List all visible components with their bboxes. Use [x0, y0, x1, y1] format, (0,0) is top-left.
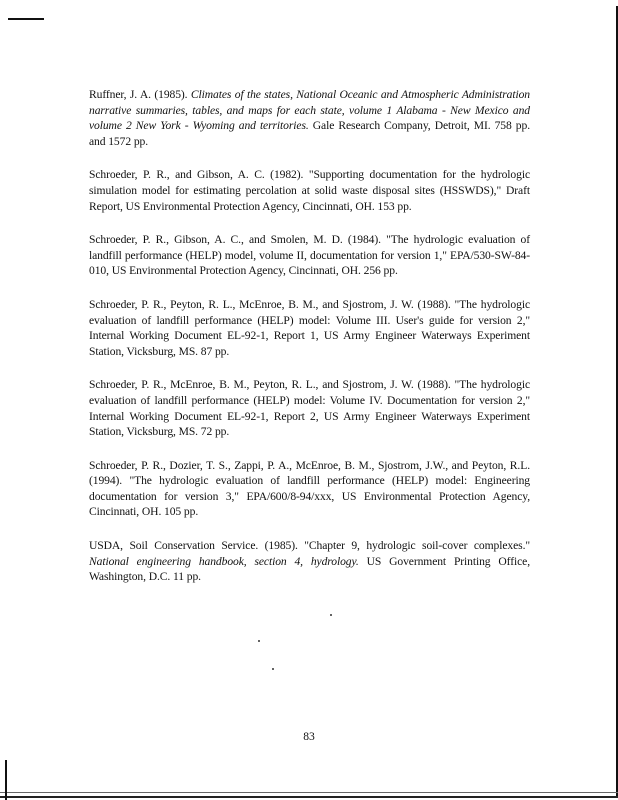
- reference-text: Schroeder, P. R., and Gibson, A. C. (1982). "Supporting documentation for the hydrologic simulation model for estimating percolation at solid waste disposal sites (HSSWDS)," Draft Report, US Environmental Protection Agency, Cincinnati, OH. 153 pp.: [89, 168, 530, 213]
- reference-entry-schroeder-1988-vol3: [89, 297, 530, 359]
- reference-entry-schroeder-1982: [89, 167, 530, 214]
- reference-text: Schroeder, P. R., Dozier, T. S., Zappi, P. A., McEnroe, B. M., Sjostrom, J.W., and Peyton, R.L. (1994). "The hydrologic evaluation of landfill performance (HELP) model: Engineering documentation for version 3," EPA/600/8-94/xxx, US Environmental Protection Agency, Cincinnati, OH. 105 pp.: [89, 458, 530, 519]
- reference-entry-schroeder-1988-vol4: [89, 377, 530, 439]
- reference-title: National engineering handbook, section 4, hydrology.: [89, 554, 359, 568]
- reference-text: USDA, Soil Conservation Service. (1985). "Chapter 9, hydrologic soil-cover complexes.": [89, 539, 530, 553]
- reference-text: Schroeder, P. R., Gibson, A. C., and Smolen, M. D. (1984). "The hydrologic evaluation of landfill performance (HELP) model, volume II, documentation for version 1," EPA/530-SW-84-010, US Environmental Protection Agency, Cincinnati, OH. 256 pp.: [89, 233, 530, 278]
- scan-edge-border-bottom: [0, 796, 618, 798]
- reference-list: [89, 87, 530, 603]
- reference-text: US Government Printing Office, Washington, D.C. 11 pp.: [89, 554, 530, 584]
- page-number: 83: [303, 730, 315, 743]
- reference-title: Climates of the states, National Oceanic and Atmospheric Administration narrative summaries, tables, and maps for each state, volume 1 Alabama - New Mexico and volume 2 New York - Wyoming and territories.: [89, 88, 530, 133]
- scan-edge-mark-left: [5, 760, 7, 800]
- reference-text: Schroeder, P. R., McEnroe, B. M., Peyton, R. L., and Sjostrom, J. W. (1988). "The hydrologic evaluation of landfill performance (HELP) model: Volume IV. Documentation for version 2," Internal Working Document EL-92-1, Report 2, US Army Engineer Waterways Experiment Station, Vicksburg, MS. 72 pp.: [89, 378, 530, 439]
- reference-text: Ruffner, J. A. (1985).: [89, 88, 191, 101]
- reference-entry-schroeder-1994: [89, 458, 530, 520]
- reference-text: Schroeder, P. R., Peyton, R. L., McEnroe, B. M., and Sjostrom, J. W. (1988). "The hydrologic evaluation of landfill performance (HELP) model: Volume III. User's guide for version 2," Internal Working Document EL-92-1, Report 1, US Army Engineer Waterways Experiment Station, Vicksburg, MS. 87 pp.: [89, 297, 530, 358]
- reference-entry-ruffner-1985: [89, 87, 530, 149]
- scan-edge-mark-top: [8, 18, 44, 20]
- reference-text: Gale Research Company, Detroit, MI. 758 pp. and 1572 pp.: [89, 119, 530, 148]
- reference-entry-usda-1985: [89, 538, 530, 585]
- scan-speck: [272, 668, 274, 670]
- reference-entry-schroeder-1984: [89, 232, 530, 279]
- scan-edge-line-bottom: [0, 792, 618, 793]
- scan-speck: [330, 614, 332, 616]
- scan-speck: [258, 640, 260, 642]
